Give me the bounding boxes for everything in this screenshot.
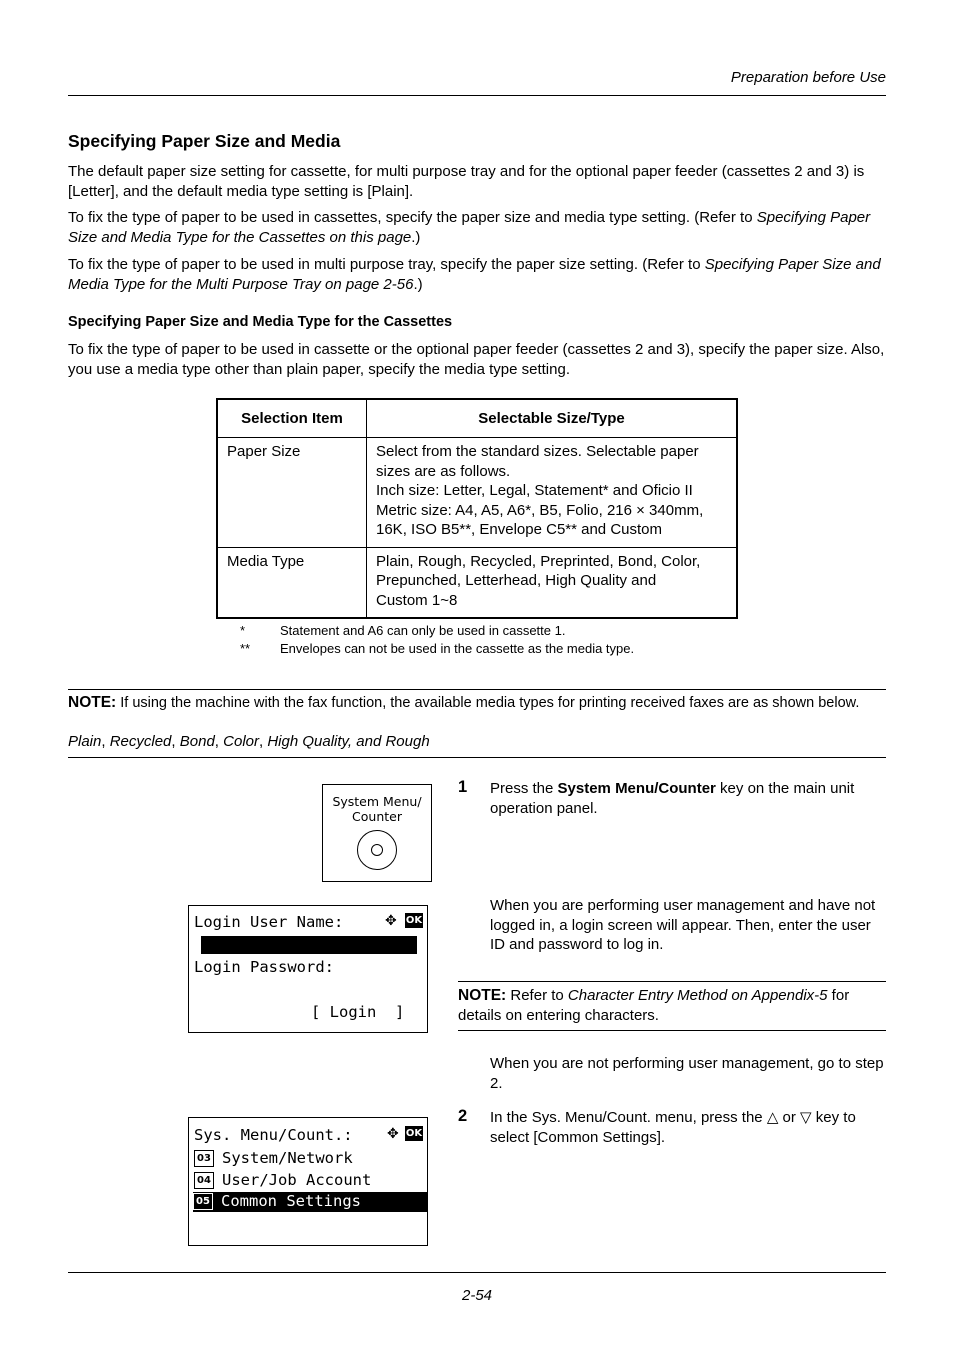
step-number: 2 bbox=[458, 1107, 468, 1125]
table-row bbox=[217, 438, 737, 548]
step-1-instruction: Press the System Menu/Counter key on the main unit operation panel. bbox=[490, 780, 855, 817]
table-cell-values: Select from the standard sizes. Selectable paper sizes are as follows. Inch size: Letter, Legal, Statement* and Oficio II Metric size: A4, A5, A6*, B5, Folio, 216 × 340mm, 16K, ISO B5**, Envelope C5** and Custom bbox=[367, 438, 738, 548]
login-user-name-label: Login User Name: bbox=[194, 913, 344, 931]
lcd-menu-title: Sys. Menu/Count.: bbox=[194, 1126, 353, 1144]
item-number-badge: 05 bbox=[193, 1193, 213, 1210]
four-way-arrow-icon: ✥ bbox=[387, 1126, 399, 1142]
page-number: 2-54 bbox=[461, 1287, 493, 1304]
intro-paragraph-2: To fix the type of paper to be used in cassettes, specify the paper size and media type setting. (Refer to Specifying Paper Size and Media Type for the Cassettes on this page.) bbox=[68, 209, 871, 246]
ok-icon: OK bbox=[405, 915, 423, 926]
subsection-paragraph: To fix the type of paper to be used in cassette or the optional paper feeder (cassettes 2 and 3), specify the paper size. Also, you use a media type other than plain paper, specify the media type setting. bbox=[68, 341, 885, 378]
item-number-badge: 03 bbox=[194, 1150, 214, 1167]
section-heading: Specifying Paper Size and Media bbox=[68, 131, 341, 151]
no-user-management-instruction: When you are not performing user management, go to step 2. bbox=[490, 1055, 884, 1092]
login-button[interactable]: [ Login ] bbox=[311, 1003, 405, 1021]
footer-rule bbox=[68, 1272, 886, 1273]
menu-item-user-job-account[interactable]: 04 User/Job Account bbox=[194, 1171, 371, 1191]
cross-reference-link[interactable]: Specifying Paper Size and Media Type for the Cassettes on this page bbox=[68, 209, 871, 246]
step-number: 1 bbox=[458, 778, 468, 796]
note-rule-top bbox=[68, 689, 886, 690]
table-header-cell: Selection Item bbox=[217, 399, 367, 438]
note-label: NOTE: bbox=[458, 987, 507, 1004]
intro-paragraph-1: The default paper size setting for cassette, for multi purpose tray and for the optional paper feeder (cassettes 2 and 3) is [Letter], and the default media type setting is [Plain]. bbox=[68, 163, 865, 200]
note-rule-bottom bbox=[68, 757, 886, 758]
key-button-icon[interactable] bbox=[357, 830, 397, 870]
sys-menu-lcd-screen bbox=[188, 1117, 428, 1246]
table-header-row bbox=[217, 399, 737, 438]
footnote: ** Envelopes can not be used in the cassette as the media type. bbox=[240, 641, 635, 656]
table-cell-item: Media Type bbox=[217, 547, 367, 618]
down-key-icon: ▽ bbox=[800, 1109, 812, 1126]
table-cell-item: Paper Size bbox=[217, 438, 367, 548]
selection-table bbox=[216, 398, 738, 619]
up-key-icon: △ bbox=[766, 1109, 779, 1126]
header-rule bbox=[68, 95, 886, 96]
table-cell-values: Plain, Rough, Recycled, Preprinted, Bond, Color, Prepunched, Letterhead, High Quality and Custom 1~8 bbox=[367, 547, 738, 618]
intro-paragraph-3: To fix the type of paper to be used in multi purpose tray, specify the paper size setting. (Refer to Specifying Paper Size and Media Type for the Multi Purpose Tray on page 2-56.) bbox=[68, 256, 881, 293]
fax-media-list: Plain, Recycled, Bond, Color, High Quality, and Rough bbox=[68, 733, 430, 750]
key-name: System Menu/Counter bbox=[557, 780, 716, 797]
subsection-heading: Specifying Paper Size and Media Type for the Cassettes bbox=[68, 314, 453, 330]
note-rule-bottom bbox=[458, 1030, 886, 1031]
key-label: System Menu/ Counter bbox=[332, 794, 422, 824]
ok-icon: OK bbox=[405, 1128, 423, 1139]
cross-reference-link[interactable]: Character Entry Method on Appendix-5 bbox=[567, 987, 828, 1004]
login-password-label: Login Password: bbox=[194, 958, 334, 976]
login-lcd-screen bbox=[188, 905, 428, 1033]
note-label: NOTE: bbox=[68, 694, 117, 711]
table-header-cell: Selectable Size/Type bbox=[367, 399, 738, 438]
menu-item-common-settings-selected[interactable]: 05 Common Settings bbox=[193, 1192, 427, 1212]
table-row bbox=[217, 547, 737, 618]
item-number-badge: 04 bbox=[194, 1172, 214, 1189]
cross-reference-link[interactable]: Specifying Paper Size and Media Type for the Multi Purpose Tray on page 2-56 bbox=[68, 256, 881, 293]
four-way-arrow-icon: ✥ bbox=[385, 913, 397, 929]
fax-note: NOTE: If using the machine with the fax function, the available media types for printing received faxes are as shown below. bbox=[68, 694, 860, 711]
step-2-instruction: In the Sys. Menu/Count. menu, press the △ or ▽ key to select [Common Settings]. bbox=[490, 1109, 856, 1146]
character-entry-note: NOTE: Refer to Character Entry Method on Appendix-5 for details on entering characters. bbox=[458, 987, 850, 1024]
running-header: Preparation before Use bbox=[730, 69, 886, 86]
menu-item-system-network[interactable]: 03 System/Network bbox=[194, 1149, 353, 1169]
note-rule-top bbox=[458, 981, 886, 982]
login-user-name-field[interactable] bbox=[201, 936, 417, 954]
system-menu-counter-key[interactable] bbox=[322, 784, 432, 882]
footnote: * Statement and A6 can only be used in cassette 1. bbox=[240, 623, 566, 638]
login-instruction: When you are performing user management and have not logged in, a login screen will appear. Then, enter the user ID and password to log in. bbox=[490, 897, 876, 953]
